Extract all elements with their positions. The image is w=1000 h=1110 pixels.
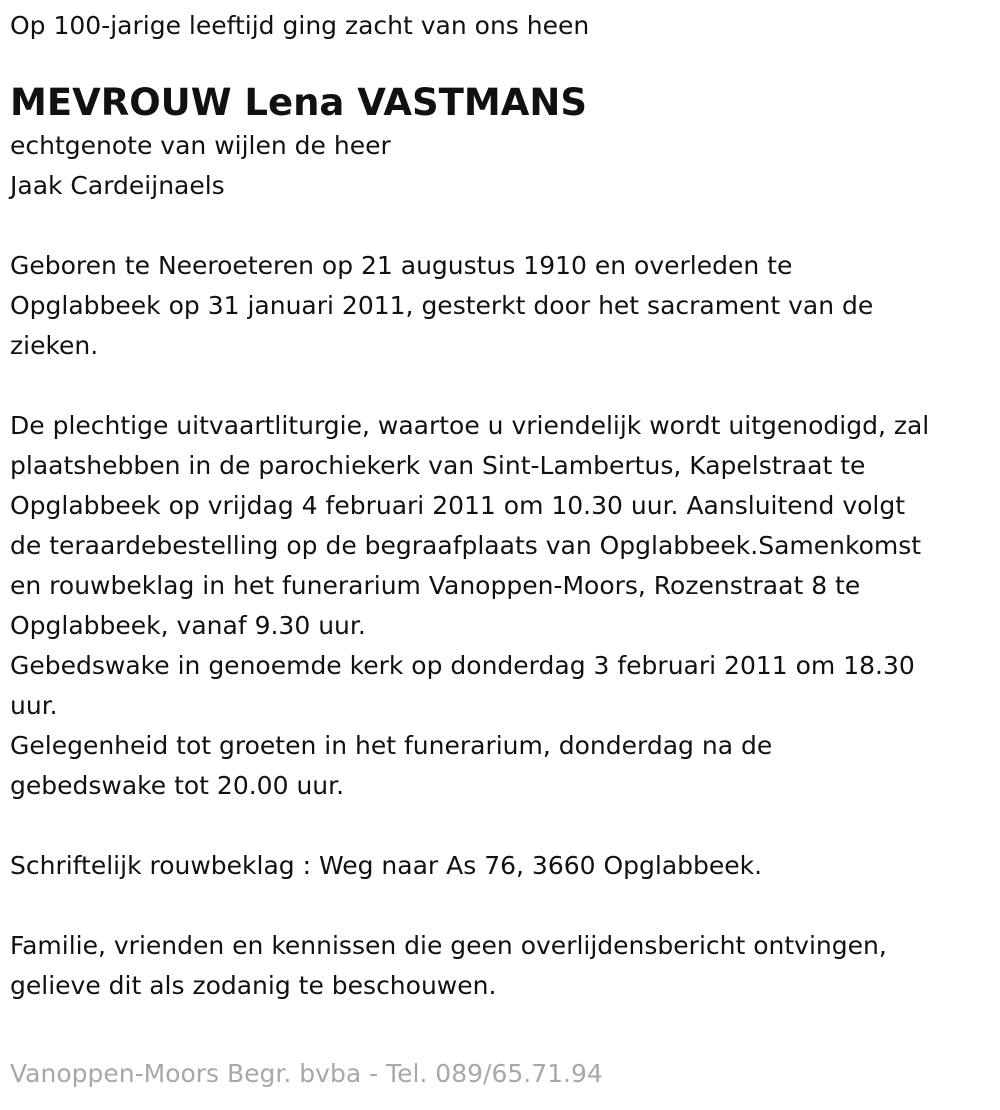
paragraph-line: plaatshebben in de parochiekerk van Sint-Lambertus, Kapelstraat te — [10, 451, 866, 480]
paragraph-line: Gebedswake in genoemde kerk op donderdag 3 februari 2011 om 18.30 — [10, 651, 915, 680]
birth-death-paragraph — [10, 246, 994, 366]
wake-paragraph — [10, 646, 994, 726]
visitation-paragraph — [10, 726, 994, 806]
paragraph-line: de teraardebestelling op de begraafplaats van Opglabbeek.Samenkomst — [10, 531, 922, 560]
paragraph-line: gebedswake tot 20.00 uur. — [10, 771, 345, 800]
notice-paragraph — [10, 926, 994, 1006]
deceased-name: MEVROUW Lena VASTMANS — [10, 81, 587, 124]
paragraph-line: uur. — [10, 691, 58, 720]
paragraph-line: Gelegenheid tot groeten in het funerarium, donderdag na de — [10, 731, 773, 760]
paragraph-line: Opglabbeek, vanaf 9.30 uur. — [10, 611, 366, 640]
intro-text: Op 100-jarige leeftijd ging zacht van ons heen — [10, 11, 590, 40]
paragraph-line: en rouwbeklag in het funerarium Vanoppen-Moors, Rozenstraat 8 te — [10, 571, 861, 600]
funeral-home-footer: Vanoppen-Moors Begr. bvba - Tel. 089/65.71.94 — [10, 1059, 603, 1088]
paragraph-line: Geboren te Neeroeteren op 21 augustus 1910 en overleden te — [10, 251, 793, 280]
paragraph-line: Opglabbeek op 31 januari 2011, gesterkt door het sacrament van de — [10, 291, 874, 320]
paragraph-line: gelieve dit als zodanig te beschouwen. — [10, 971, 497, 1000]
spouse-line-1: echtgenote van wijlen de heer — [10, 131, 391, 160]
funeral-paragraph — [10, 406, 994, 646]
paragraph-line: Opglabbeek op vrijdag 4 februari 2011 om 10.30 uur. Aansluitend volgt — [10, 491, 906, 520]
paragraph-line: zieken. — [10, 331, 99, 360]
spouse-line-2: Jaak Cardeijnaels — [10, 171, 225, 200]
obituary — [10, 6, 994, 1006]
paragraph-line: De plechtige uitvaartliturgie, waartoe u vriendelijk wordt uitgenodigd, zal — [10, 411, 930, 440]
paragraph-line: Familie, vrienden en kennissen die geen overlijdensbericht ontvingen, — [10, 931, 887, 960]
condolences-address: Schriftelijk rouwbeklag : Weg naar As 76, 3660 Opglabbeek. — [10, 851, 763, 880]
